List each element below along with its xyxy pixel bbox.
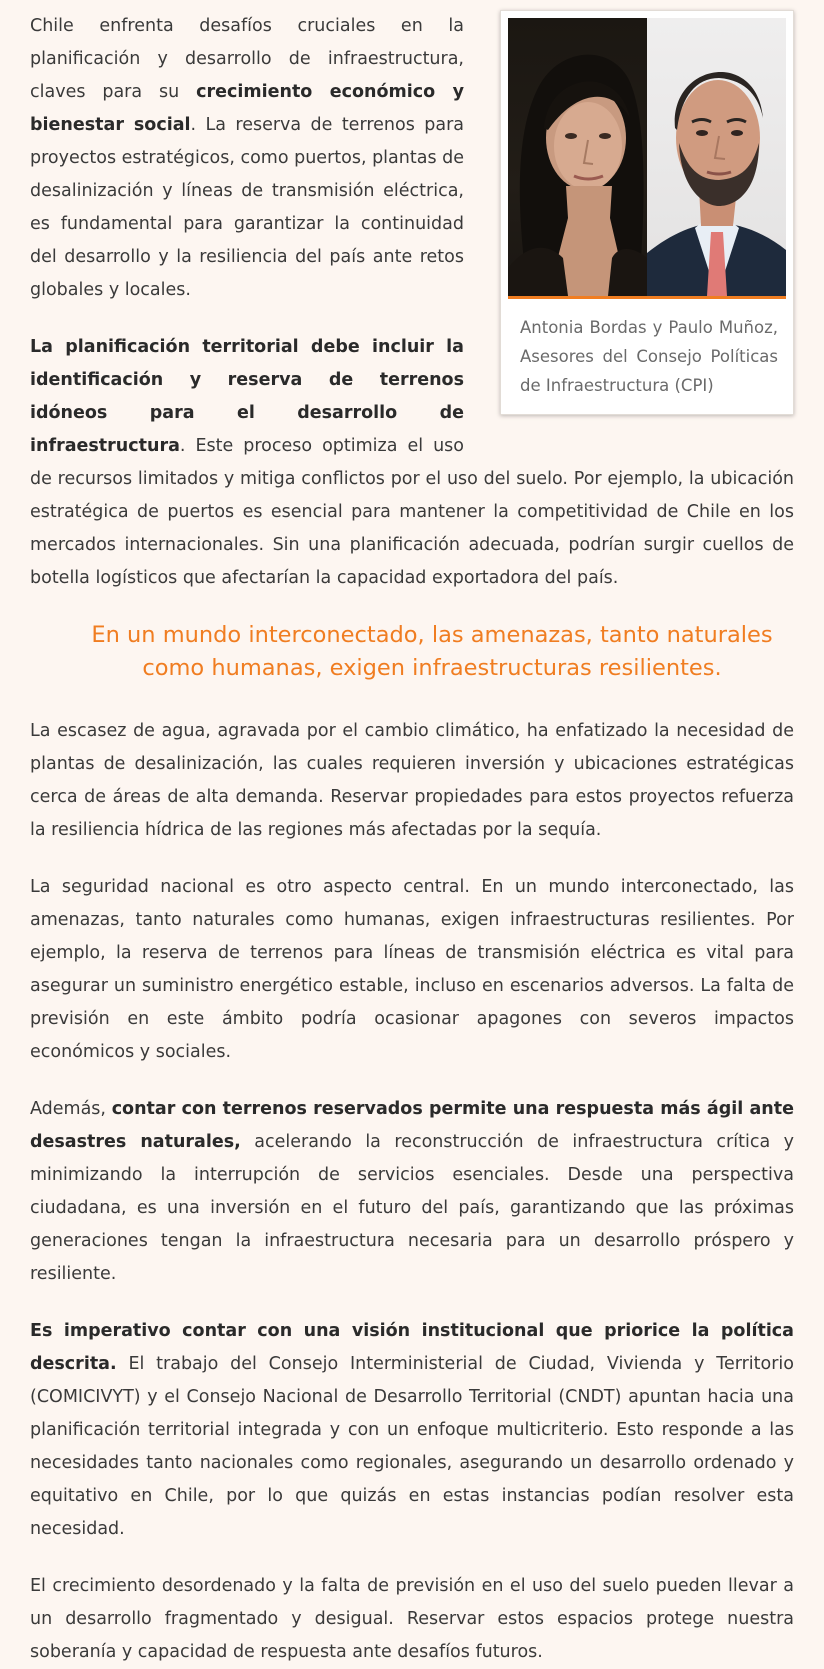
paragraph-5 — [30, 1093, 794, 1291]
paragraph-1-bold: crecimiento económico y bienestar social — [30, 82, 464, 135]
paragraph-1-text-c: . La reserva de terrenos para proyectos estratégicos, como puertos, plantas de desalinización y líneas de transmisión eléctrica, es fundamental para garantizar la continuidad del desarrollo y la resiliencia del país ante retos globales y locales. — [30, 115, 464, 300]
author-photo-figure — [500, 10, 794, 415]
photo-caption: Antonia Bordas y Paulo Muñoz, Asesores del Consejo Políticas de Infraestructura (CPI) — [520, 318, 778, 395]
portrait-woman-drawing — [508, 18, 647, 296]
paragraph-5-bold: contar con terrenos reservados permite una respuesta más ágil ante desastres naturales, — [30, 1099, 794, 1152]
paragraph-6-text-c: El trabajo del Consejo Interministerial de Ciudad, Vivienda y Territorio (COMICIVYT) y el Consejo Nacional de Desarrollo Territorial (CNDT) apuntan hacia una planificación territorial integrada y con un enfoque multicriterio. Esto responde a las necesidades tanto nacionales como regionales, asegurando un desarrollo ordenado y equitativo en Chile, por lo que quizás en estas instancias podían resolver esta necesidad. — [30, 1354, 794, 1539]
portrait-woman — [508, 18, 647, 296]
paragraph-1-text-a: Chile enfrenta desafíos cruciales en la planificación y desarrollo de infraestructura, claves para su — [30, 16, 464, 102]
portrait-man-drawing — [647, 18, 786, 296]
paragraph-7: El crecimiento desordenado y la falta de previsión en el uso del suelo pueden llevar a un desarrollo fragmentado y desigual. Reservar estos espacios protege nuestra soberanía y capacidad de respuesta ante desafíos futuros. — [30, 1576, 794, 1662]
paragraph-6 — [30, 1315, 794, 1546]
paragraph-5-text-c: acelerando la reconstrucción de infraestructura crítica y minimizando la interrupción de servicios esenciales. Desde una perspectiva ciudadana, es una inversión en el futuro del país, garantizando que las próximas generaciones tengan la infraestructura necesaria para un desarrollo próspero y resiliente. — [30, 1132, 795, 1284]
paragraph-4: La seguridad nacional es otro aspecto central. En un mundo interconectado, las amenazas, tanto naturales como humanas, exigen infraestructuras resilientes. Por ejemplo, la reserva de terrenos para líneas de transmisión eléctrica es vital para asegurar un suministro energético estable, incluso en escenarios adversos. La falta de previsión en este ámbito podría ocasionar apagones con severos impactos económicos y sociales. — [30, 877, 794, 1062]
pull-quote: En un mundo interconectado, las amenazas, tanto naturales como humanas, exigen infraestructuras resilientes. — [91, 622, 773, 681]
portrait-man — [647, 18, 786, 296]
paragraph-3: La escasez de agua, agravada por el cambio climático, ha enfatizado la necesidad de plantas de desalinización, las cuales requieren inversión y ubicaciones estratégicas cerca de áreas de alta demanda. Reservar propiedades para estos proyectos refuerza la resiliencia hídrica de las regiones más afectadas por la sequía. — [30, 721, 794, 840]
paragraph-2-bold: La planificación territorial debe incluir la identificación y reserva de terrenos idóneos para el desarrollo de infraestructura — [30, 337, 464, 456]
author-photo — [508, 18, 786, 299]
paragraph-5-text-a: Además, — [30, 1099, 112, 1119]
paragraph-6-bold: Es imperativo contar con una visión institucional que priorice la política descrita. — [30, 1321, 794, 1374]
paragraph-2-text-c: . Este proceso optimiza el uso de recursos limitados y mitiga conflictos por el uso del suelo. Por ejemplo, la ubicación estratégica de puertos es esencial para mantener la competitividad de Chile en los mercados internacionales. Sin una planificación adecuada, podrían surgir cuellos de botella logísticos que afectarían la capacidad exportadora del país. — [30, 436, 794, 588]
